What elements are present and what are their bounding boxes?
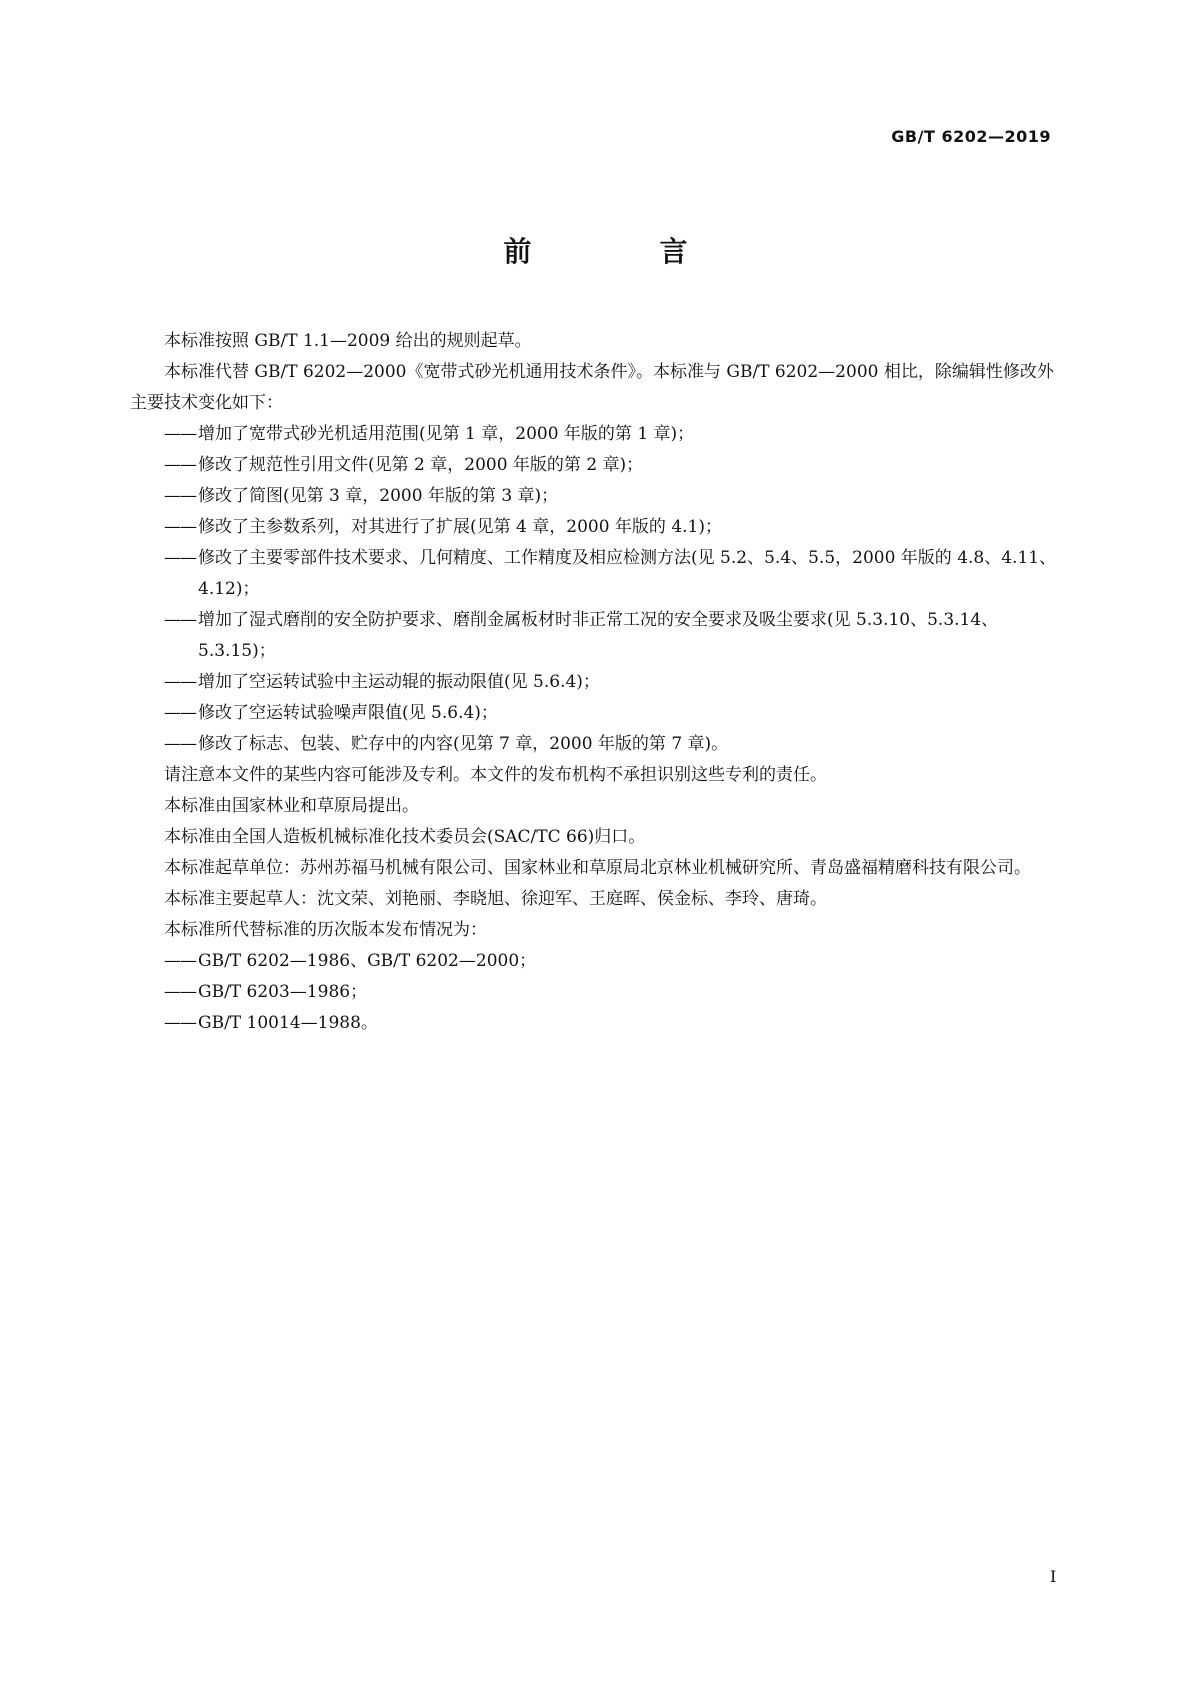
dash-mark: —— [164,703,196,723]
history-item-text: GB/T 6203—1986； [198,982,368,1002]
change-item [130,667,1067,698]
change-item-text: 增加了宽带式砂光机适用范围(见第 1 章，2000 年版的第 1 章)； [198,424,695,444]
change-item-text: 修改了简图(见第 3 章，2000 年版的第 3 章)； [198,486,559,506]
change-item-text: 增加了湿式磨削的安全防护要求、磨削金属板材时非正常工况的安全要求及吸尘要求(见 5.3.10、5.3.14、5.3.15)； [198,610,999,661]
paragraph-history-intro: 本标准所代替标准的历次版本发布情况为： [164,920,487,940]
change-item [130,419,1067,450]
history-item [130,977,1067,1008]
dash-mark: —— [164,424,196,444]
dash-mark: —— [164,486,196,506]
change-item-text: 修改了标志、包装、贮存中的内容(见第 7 章，2000 年版的第 7 章)。 [198,734,729,754]
paragraph-proposed-by: 本标准由国家林业和草原局提出。 [164,796,419,816]
change-item-text: 增加了空运转试验中主运动辊的振动限值(见 5.6.4)； [198,672,600,692]
change-item [130,481,1067,512]
paragraph-committee: 本标准由全国人造板机械标准化技术委员会(SAC/TC 66)归口。 [164,827,646,847]
change-item-text: 修改了空运转试验噪声限值(见 5.6.4)； [198,703,498,723]
paragraph-drafting-rules: 本标准按照 GB/T 1.1—2009 给出的规则起草。 [164,331,532,351]
history-item [130,1008,1067,1039]
history-item [130,946,1067,977]
dash-mark: —— [164,517,196,537]
paragraph-drafters: 本标准主要起草人：沈文荣、刘艳丽、李晓旭、徐迎军、王庭晖、侯金标、李玲、唐琦。 [164,889,827,909]
history-item-text: GB/T 10014—1988。 [198,1013,378,1033]
dash-mark: —— [164,951,196,971]
change-item [130,512,1067,543]
dash-mark: —— [164,734,196,754]
dash-mark: —— [164,548,196,568]
standard-code: GB/T 6202—2019 [891,127,1051,146]
dash-mark: —— [164,1013,196,1033]
paragraph-patent-notice: 请注意本文件的某些内容可能涉及专利。本文件的发布机构不承担识别这些专利的责任。 [164,765,827,785]
dash-mark: —— [164,610,196,630]
page-number: I [1050,1567,1057,1586]
page-title: 前 言 [503,235,738,268]
dash-mark: —— [164,672,196,692]
dash-mark: —— [164,982,196,1002]
change-item [130,450,1067,481]
change-item-text: 修改了主要零部件技术要求、几何精度、工作精度及相应检测方法(见 5.2、5.4、5.5，2000 年版的 4.8、4.11、4.12)； [198,548,1057,599]
foreword-body [130,326,1067,1039]
paragraph-replacement: 本标准代替 GB/T 6202—2000《宽带式砂光机通用技术条件》。本标准与 GB/T 6202—2000 相比，除编辑性修改外主要技术变化如下： [130,362,1054,413]
paragraph-drafting-units: 本标准起草单位：苏州苏福马机械有限公司、国家林业和草原局北京林业机械研究所、青岛盛福精磨科技有限公司。 [164,858,1031,878]
change-item [130,729,1067,760]
change-item [130,698,1067,729]
change-item [130,605,1067,667]
dash-mark: —— [164,455,196,475]
change-item [130,543,1067,605]
change-item-text: 修改了主参数系列，对其进行了扩展(见第 4 章，2000 年版的 4.1)； [198,517,722,537]
change-item-text: 修改了规范性引用文件(见第 2 章，2000 年版的第 2 章)； [198,455,644,475]
history-item-text: GB/T 6202—1986、GB/T 6202—2000； [198,951,537,971]
